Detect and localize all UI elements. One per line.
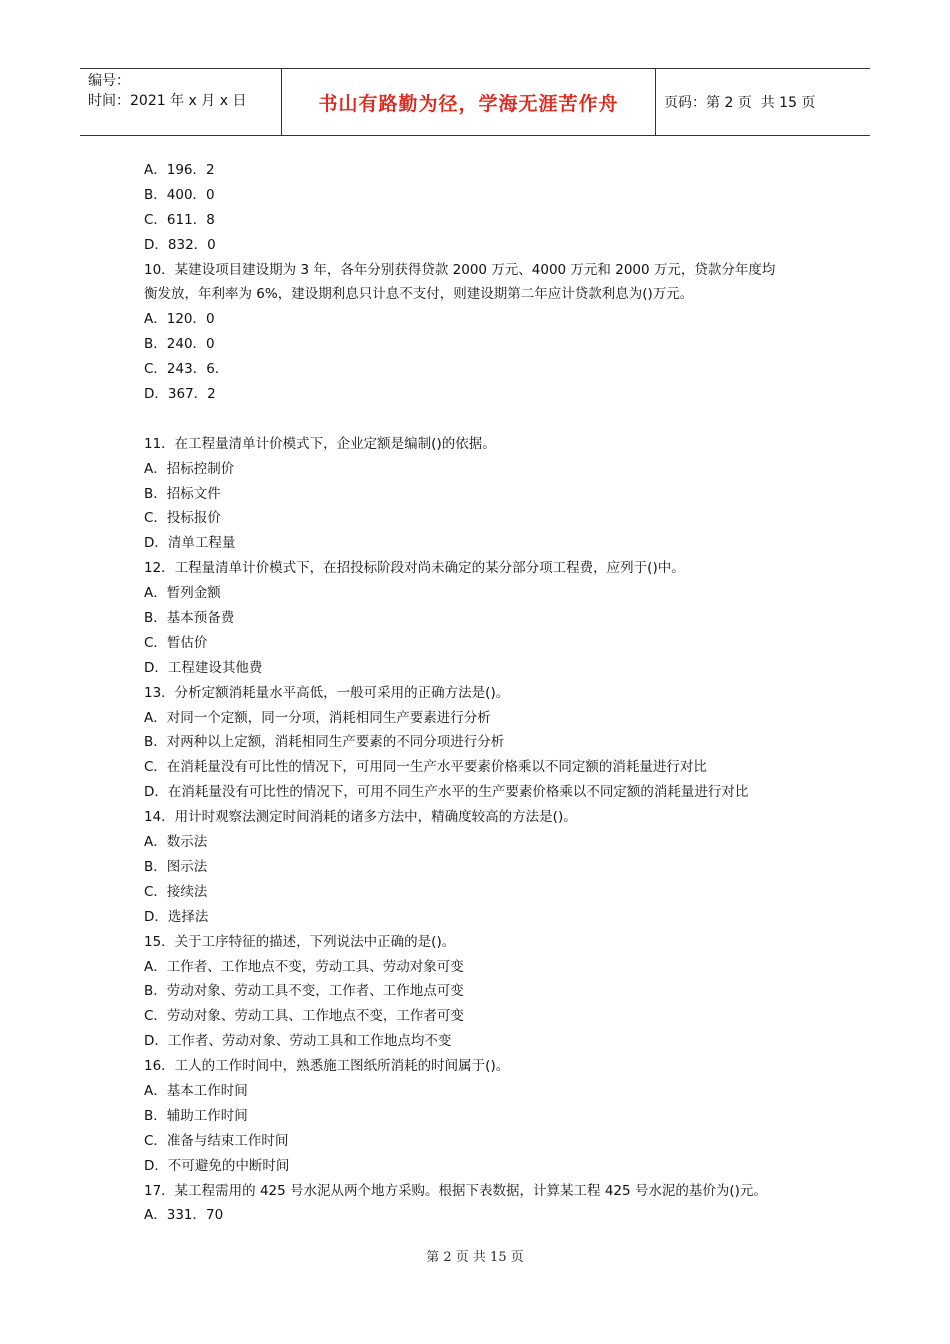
header-table: [80, 68, 870, 136]
text-line: 15．关于工序特征的描述，下列说法中正确的是()。: [144, 933, 456, 950]
document-body: [144, 158, 834, 1228]
text-line: 衡发放，年利率为 6%，建设期利息只计息不支付，则建设期第二年应计贷款利息为()万元。: [144, 286, 694, 303]
text-line: C．暂估价: [144, 634, 208, 651]
text-line: D．832．0: [144, 236, 216, 253]
text-line: A．暂列金额: [144, 585, 221, 602]
text-line: 11．在工程量清单计价模式下，企业定额是编制()的依据。: [144, 435, 496, 452]
text-line: D．不可避免的中断时间: [144, 1157, 290, 1174]
text-line: B．劳动对象、劳动工具不变，工作者、工作地点可变: [144, 983, 464, 1000]
text-line: C．243．6.: [144, 361, 220, 378]
text-line: B．辅助工作时间: [144, 1107, 248, 1124]
text-line: A．招标控制价: [144, 460, 235, 477]
code-label: 编号：: [88, 73, 130, 89]
text-line: 17．某工程需用的 425 号水泥从两个地方采购。根据下表数据，计算某工程 425 号水泥的基价为()元。: [144, 1182, 767, 1199]
text-line: D．工程建设其他费: [144, 659, 263, 676]
date-line: 时间：2021 年 x 月 x 日: [88, 93, 247, 109]
text-line: B．对两种以上定额，消耗相同生产要素的不同分项进行分析: [144, 734, 505, 751]
page-info: 页码：第 2 页 共 15 页: [664, 95, 816, 111]
text-line: 13．分析定额消耗量水平高低，一般可采用的正确方法是()。: [144, 684, 510, 701]
text-line: 16．工人的工作时间中，熟悉施工图纸所消耗的时间属于()。: [144, 1058, 510, 1075]
page-footer: 第 2 页 共 15 页: [426, 1250, 524, 1265]
text-line: D．清单工程量: [144, 535, 236, 552]
text-line: B．基本预备费: [144, 610, 235, 627]
text-line: B．招标文件: [144, 485, 221, 502]
text-line: B．240．0: [144, 336, 215, 353]
text-line: D．在消耗量没有可比性的情况下，可用不同生产水平的生产要素价格乘以不同定额的消耗量进行对比: [144, 784, 749, 801]
text-line: A．196．2: [144, 162, 215, 178]
text-line: B．图示法: [144, 858, 208, 875]
text-line: A．120．0: [144, 311, 215, 328]
header-info-cell: [80, 69, 282, 135]
header-motto-cell: [282, 69, 656, 135]
text-line: 10．某建设项目建设期为 3 年，各年分别获得贷款 2000 万元、4000 万元和 2000 万元，贷款分年度均: [144, 261, 776, 278]
text-line: C．投标报价: [144, 510, 221, 527]
header-page-cell: [656, 69, 870, 135]
text-line: 12．工程量清单计价模式下，在招投标阶段对尚未确定的某分部分项工程费，应列于()中。: [144, 560, 685, 577]
text-line: B．400．0: [144, 186, 215, 203]
text-line: C．在消耗量没有可比性的情况下，可用同一生产水平要素价格乘以不同定额的消耗量进行对比: [144, 759, 707, 776]
text-line: A．对同一个定额，同一分项，消耗相同生产要素进行分析: [144, 709, 491, 726]
text-line: A．工作者、工作地点不变，劳动工具、劳动对象可变: [144, 958, 464, 975]
text-line: C．劳动对象、劳动工具、工作地点不变，工作者可变: [144, 1008, 464, 1025]
text-line: D．367．2: [144, 386, 216, 403]
text-line: C．接续法: [144, 883, 208, 900]
text-line: D．选择法: [144, 908, 209, 925]
text-line: A．数示法: [144, 834, 208, 851]
text-line: C．611．8: [144, 211, 215, 228]
motto: 书山有路勤为径，学海无涯苦作舟: [318, 92, 619, 115]
text-line: D．工作者、劳动对象、劳动工具和工作地点均不变: [144, 1033, 452, 1050]
text-line: A．331．70: [144, 1207, 224, 1224]
text-line: 14．用计时观察法测定时间消耗的诸多方法中，精确度较高的方法是()。: [144, 809, 577, 826]
text-line: [144, 407, 834, 432]
text-line: C．准备与结束工作时间: [144, 1132, 289, 1149]
text-line: A．基本工作时间: [144, 1082, 248, 1099]
